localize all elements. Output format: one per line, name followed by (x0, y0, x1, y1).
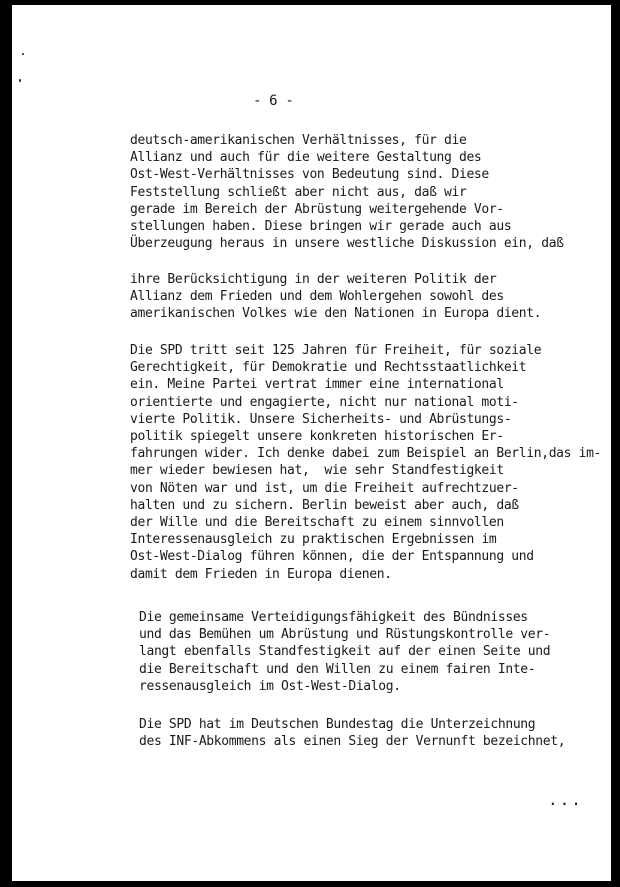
text-line: Allianz dem Frieden und dem Wohlergehen sowohl des (130, 289, 504, 305)
text-line: politik spiegelt unsere konkreten historischen Er- (130, 429, 504, 444)
text-line: Allianz und auch für die weitere Gestaltung des (130, 150, 482, 166)
text-line: Feststellung schließt aber nicht aus, daß wir (130, 184, 467, 200)
text-line: ressenausgleich im Ost-West-Dialog. (139, 678, 401, 694)
page-number: - 6 - (253, 93, 294, 109)
text-line: Überzeugung heraus in unsere westliche Diskussion ein, daß (130, 236, 564, 252)
continuation-mark: ... (548, 790, 583, 809)
text-line: amerikanischen Volkes wie den Nationen in Europa dient. (130, 306, 542, 322)
text-line: mer wieder bewiesen hat, wie sehr Standfestigkeit (130, 463, 504, 479)
text-line: ein. Meine Partei vertrat immer eine international (130, 377, 504, 393)
text-line: des INF-Abkommens als einen Sieg der Vernunft bezeichnet, (139, 734, 566, 750)
text-line: Interessenausgleich zu praktischen Ergebnissen im (130, 532, 497, 548)
text-line: orientierte und engagierte, nicht nur national moti- (130, 394, 519, 410)
text-line: deutsch-amerikanischen Verhältnisses, für die (130, 133, 467, 148)
text-line: Die SPD tritt seit 125 Jahren für Freiheit, für soziale (130, 343, 542, 358)
text-line: von Nöten war und ist, um die Freiheit aufrechtzuer- (130, 480, 519, 496)
text-line: Die gemeinsame Verteidigungsfähigkeit des Bündnisses (139, 610, 528, 625)
text-line: und das Bemühen um Abrüstung und Rüstungskontrolle ver- (139, 627, 551, 643)
text-line: der Wille und die Bereitschaft zu einem sinnvollen (130, 515, 504, 530)
text-line: ihre Berücksichtigung in der weiteren Politik der (130, 272, 497, 287)
scan-speck (19, 79, 21, 82)
text-line: langt ebenfalls Standfestigkeit auf der einen Seite und (139, 644, 551, 660)
document-page (12, 5, 611, 881)
text-line: damit dem Frieden in Europa dienen. (130, 566, 392, 582)
text-line: die Bereitschaft und den Willen zu einem fairen Inte- (139, 661, 536, 677)
text-line: vierte Politik. Unsere Sicherheits- und Abrüstungs- (130, 411, 512, 427)
text-line: fahrungen wider. Ich denke dabei zum Beispiel an Berlin,das im- (130, 446, 602, 462)
text-line: halten und zu sichern. Berlin beweist aber auch, daß (130, 497, 519, 513)
text-line: Ost-West-Verhältnisses von Bedeutung sind. Diese (130, 167, 489, 183)
text-line: Ost-West-Dialog führen können, die der Entspannung und (130, 549, 534, 565)
text-line: stellungen haben. Diese bringen wir gerade auch aus (130, 219, 512, 234)
scan-speck (22, 53, 24, 55)
text-line: Gerechtigkeit, für Demokratie und Rechtsstaatlichkeit (130, 360, 527, 376)
text-line: Die SPD hat im Deutschen Bundestag die Unterzeichnung (139, 717, 536, 732)
text-line: gerade im Bereich der Abrüstung weitergehende Vor- (130, 201, 504, 217)
